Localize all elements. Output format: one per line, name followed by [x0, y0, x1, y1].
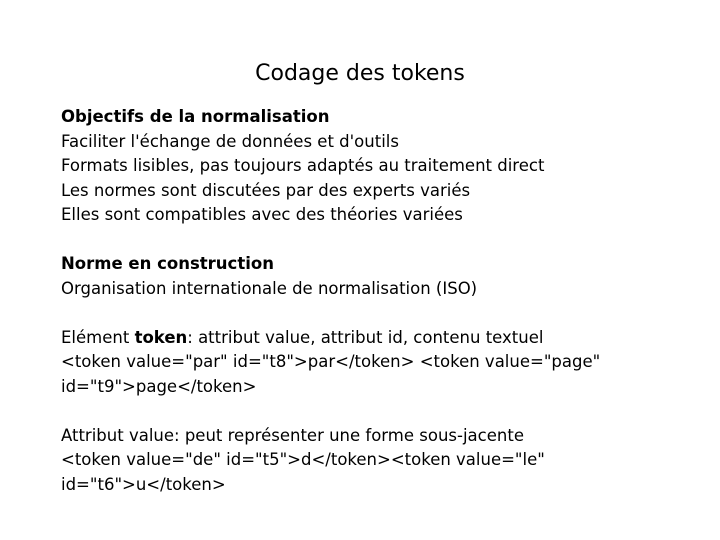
text-suffix: : attribut value, attribut id, contenu textuel [187, 327, 544, 347]
section-heading: Objectifs de la normalisation [61, 107, 330, 126]
code-line: <token value="de" id="t5">d</token><token value="le" [61, 450, 545, 469]
slide-title: Codage des tokens [255, 61, 465, 86]
bullet-line: Elles sont compatibles avec des théories variées [61, 205, 463, 224]
bullet-line: Organisation internationale de normalisation (ISO) [61, 278, 478, 298]
code-line: id="t6">u</token> [61, 474, 226, 494]
code-line: id="t9">page</token> [61, 376, 257, 396]
section-element-token [61, 326, 661, 400]
section-attribut-value [61, 424, 661, 498]
element-token-line [61, 326, 661, 351]
slide-content [61, 105, 661, 522]
text-prefix: Elément [61, 327, 135, 347]
bullet-line: Attribut value: peut représenter une forme sous-jacente [61, 425, 524, 445]
bullet-line: Formats lisibles, pas toujours adaptés au traitement direct [61, 156, 545, 175]
section-objectifs [61, 105, 661, 228]
bullet-line: Les normes sont discutées par des experts variés [61, 180, 471, 200]
section-norme [61, 252, 661, 301]
token-keyword: token [134, 327, 188, 347]
section-heading: Norme en construction [61, 254, 274, 273]
code-line: <token value="par" id="t8">par</token> <token value="page" [61, 352, 601, 371]
bullet-line: Faciliter l'échange de données et d'outils [61, 131, 399, 151]
